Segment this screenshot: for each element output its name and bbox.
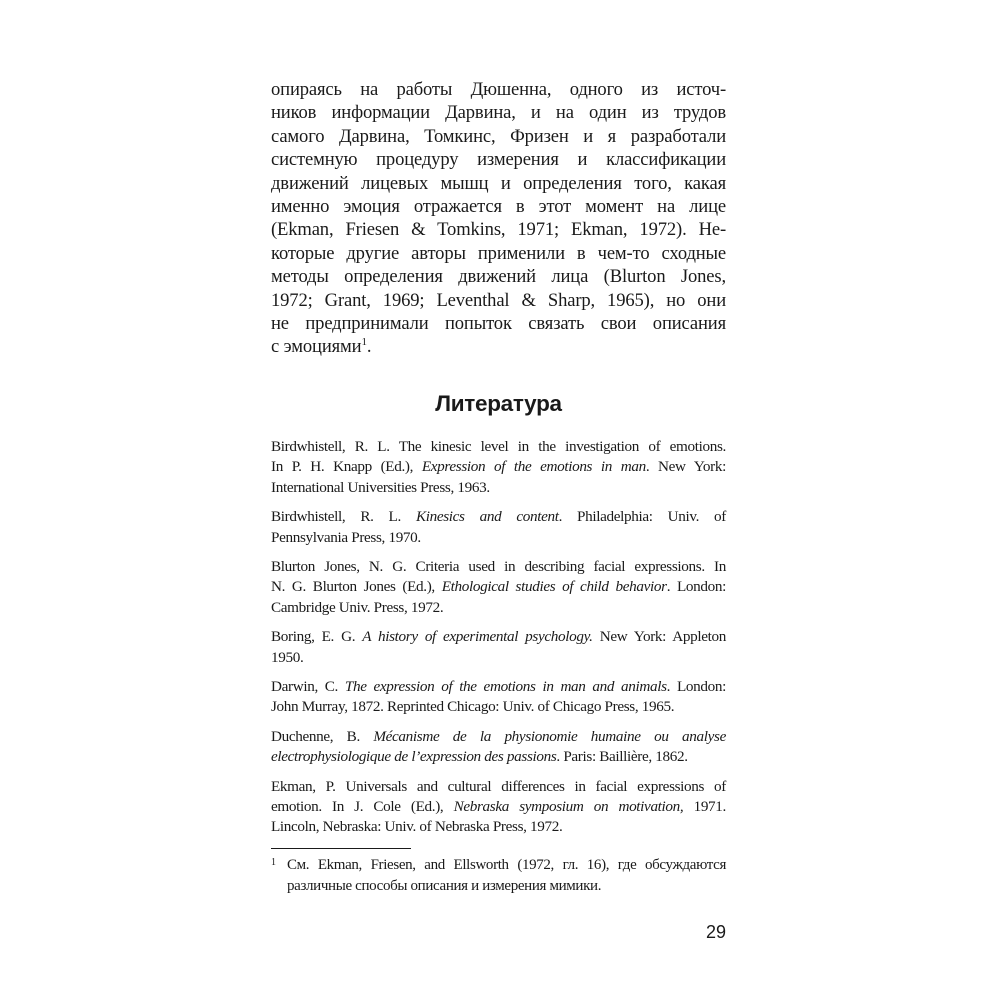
reference-title: Expression of the emotions in man [421,458,646,476]
text-line [271,125,726,148]
reference-text: . New York: [645,458,726,476]
reference-entry [271,677,726,718]
closing-punctuation: . [366,336,372,358]
reference-text: Boring, E. G. [271,628,363,646]
text-line [271,148,726,171]
text-line-content: самого Дарвина, Томкинс, Фризен и я разработали [271,125,726,147]
main-paragraph [271,78,726,359]
reference-entry [271,727,726,768]
reference-line [271,727,726,747]
text-line [271,289,726,312]
reference-line [271,797,726,817]
reference-title: A history of experimental psychology. [362,628,593,646]
reference-line [271,478,726,498]
reference-text: . London: [666,677,726,695]
reference-text: Ekman, P. Universals and cultural differences in facial expressions of [271,777,726,795]
reference-text: In P. H. Knapp (Ed.), [271,458,422,476]
reference-text: Blurton Jones, N. G. Criteria used in describing facial expressions. In [271,557,726,575]
reference-text: Cambridge Univ. Press, 1972. [271,598,444,616]
reference-text: Darwin, C. [271,677,345,695]
section-heading: Литература [435,390,562,416]
reference-title: Ethological studies of child behavior [441,578,667,596]
text-line-content: ников информации Дарвина, и на один из трудов [271,102,726,124]
reference-text: New York: Appleton [592,628,726,646]
reference-text: Pennsylvania Press, 1970. [271,528,421,546]
page-number: 29 [705,922,726,942]
reference-line [271,598,726,618]
reference-line [271,697,726,717]
reference-line [271,577,726,597]
text-line-content: опираясь на работы Дюшенна, одного из источ- [271,79,726,100]
reference-line [271,507,726,527]
reference-text: N. G. Blurton Jones (Ed.), [271,578,442,596]
text-line-content: методы определения движений лица (Blurton Jones, [271,266,726,288]
reference-entry [271,557,726,618]
text-line-content: не предпринимали попыток связать свои описания [271,313,726,335]
reference-text: . Paris: Baillière, 1862. [556,748,688,766]
reference-text: emotion. In J. Cole (Ed.), [271,797,454,815]
reference-text: Duchenne, B. [271,727,374,745]
footnote-marker: 1 [361,336,367,349]
footnote-line: См. Ekman, Friesen, and Ellsworth (1972, гл. 16), где обсуждаются [287,857,726,873]
text-line [271,312,726,335]
text-line-content: (Ekman, Friesen & Tomkins, 1971; Ekman, 1972). Не- [271,219,726,241]
reference-entry [271,507,726,548]
page-content [271,78,726,847]
reference-line [271,777,726,797]
footnote-line: различные способы описания и измерения мимики. [287,877,602,894]
text-line-content: именно эмоция отражается в этот момент на лице [271,196,726,218]
reference-entry [271,777,726,838]
reference-title: Kinesics and content [415,508,559,526]
reference-line [271,677,726,697]
reference-line [271,528,726,548]
text-line [271,218,726,241]
text-line-content: 1972; Grant, 1969; Leventhal & Sharp, 1965), но они [271,289,726,311]
reference-line [271,627,726,647]
reference-entry [271,437,726,498]
reference-text: International Universities Press, 1963. [271,478,490,496]
reference-text: 1950. [271,648,304,666]
reference-title: Mécanisme de la physionomie humaine ou analyse [373,727,726,745]
text-line [271,78,726,101]
reference-title: electrophysiologique de l’expression des passions [271,748,557,766]
reference-line [271,437,726,457]
reference-list [271,437,726,838]
text-line-content: системную процедуру измерения и классификации [271,149,726,171]
text-line-content: которые другие авторы применили в чем-то сходные [271,242,726,264]
footnote-divider [271,848,411,849]
reference-line [271,648,726,668]
text-line [271,242,726,265]
text-line-content: движений лицевых мышц и определения того, какая [271,172,726,194]
reference-title: Nebraska symposium on motivation, [453,797,684,815]
reference-text: Lincoln, Nebraska: Univ. of Nebraska Press, 1972. [271,818,563,836]
reference-text: Birdwhistell, R. L. [271,508,416,526]
reference-text: Birdwhistell, R. L. The kinesic level in the investigation of emotions. [271,437,726,455]
reference-text: . London: [666,578,726,596]
footnote-number: 1 [271,857,276,868]
reference-text: John Murray, 1872. Reprinted Chicago: Univ. of Chicago Press, 1965. [271,698,675,716]
text-line [271,101,726,124]
reference-text: . Philadelphia: Univ. of [558,508,726,526]
reference-line [271,457,726,477]
text-line [271,195,726,218]
text-line [271,265,726,288]
text-line [271,172,726,195]
reference-line [271,817,726,837]
reference-title: The expression of the emotions in man and animals [344,677,667,695]
reference-line [271,557,726,577]
text-line [271,335,726,358]
text-line-content: с эмоциями [271,336,362,358]
footnote-text [287,855,726,896]
footnote [271,855,726,896]
reference-entry [271,627,726,668]
reference-text: 1971. [683,797,726,815]
reference-line [271,747,726,767]
